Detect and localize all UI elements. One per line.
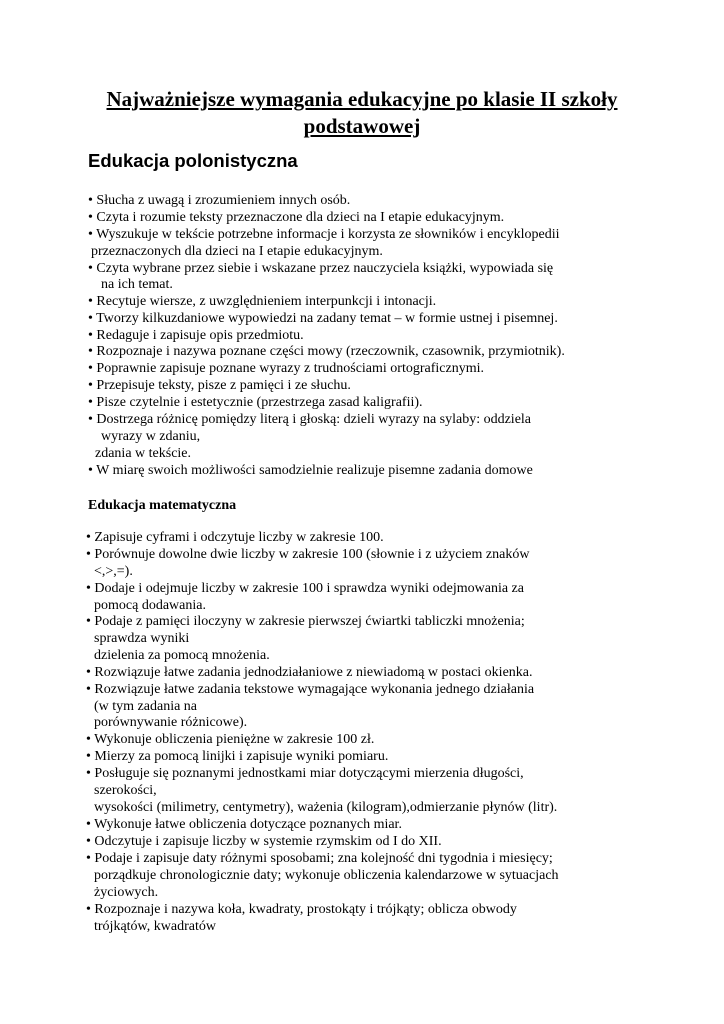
list-item: • Rozwiązuje łatwe zadania jednodziałaniowe z niewiadomą w postaci okienka. bbox=[86, 665, 533, 680]
list-item: • Przepisuje teksty, pisze z pamięci i ze słuchu. bbox=[88, 378, 351, 393]
list-item: życiowych. bbox=[94, 885, 159, 900]
list-item: • Czyta i rozumie teksty przeznaczone dla dzieci na I etapie edukacyjnym. bbox=[88, 210, 505, 225]
list-item: • Słucha z uwagą i zrozumieniem innych osób. bbox=[88, 193, 351, 208]
list-item: • Wykonuje łatwe obliczenia dotyczące poznanych miar. bbox=[86, 817, 402, 832]
section-heading-math: Edukacja matematyczna bbox=[88, 498, 237, 513]
list-item: • Mierzy za pomocą linijki i zapisuje wyniki pomiaru. bbox=[86, 749, 389, 764]
list-item: • Rozwiązuje łatwe zadania tekstowe wymagające wykonania jednego działania bbox=[86, 682, 535, 697]
section-heading-polish: Edukacja polonistyczna bbox=[88, 150, 298, 171]
list-item: • Dostrzega różnicę pomiędzy literą i głoską: dzieli wyrazy na sylaby: oddziela bbox=[88, 412, 532, 427]
list-item: • Redaguje i zapisuje opis przedmiotu. bbox=[88, 328, 304, 343]
list-item: • Odczytuje i zapisuje liczby w systemie rzymskim od I do XII. bbox=[86, 834, 442, 849]
list-item: wyrazy w zdaniu, bbox=[101, 429, 201, 444]
list-item: na ich temat. bbox=[101, 277, 173, 292]
list-item: • Posługuje się poznanymi jednostkami miar dotyczącymi mierzenia długości, bbox=[86, 766, 524, 781]
list-item: • Wyszukuje w tekście potrzebne informacje i korzysta ze słowników i encyklopedii bbox=[88, 227, 560, 242]
list-item: przeznaczonych dla dzieci na I etapie edukacyjnym. bbox=[91, 244, 383, 259]
list-item: zdania w tekście. bbox=[95, 446, 192, 461]
list-item: <,>,=). bbox=[94, 564, 133, 579]
list-item: • Poprawnie zapisuje poznane wyrazy z trudnościami ortograficznymi. bbox=[88, 361, 484, 376]
list-item: pomocą dodawania. bbox=[94, 598, 206, 613]
list-item: • Podaje z pamięci iloczyny w zakresie pierwszej ćwiartki tabliczki mnożenia; bbox=[86, 614, 525, 629]
list-item: • Rozpoznaje i nazywa poznane części mowy (rzeczownik, czasownik, przymiotnik). bbox=[88, 344, 565, 359]
list-item: porządkuje chronologicznie daty; wykonuje obliczenia kalendarzowe w sytuacjach bbox=[94, 868, 559, 883]
list-item: • Tworzy kilkuzdaniowe wypowiedzi na zadany temat – w formie ustnej i pisemnej. bbox=[88, 311, 558, 326]
list-item: wysokości (milimetry, centymetry), ważenia (kilogram),odmierzanie płynów (litr). bbox=[94, 800, 558, 815]
list-item: • Rozpoznaje i nazywa koła, kwadraty, prostokąty i trójkąty; oblicza obwody bbox=[86, 902, 517, 917]
list-item: • Wykonuje obliczenia pieniężne w zakresie 100 zł. bbox=[86, 732, 375, 747]
title-line-2: podstawowej bbox=[303, 114, 421, 138]
list-item: • Dodaje i odejmuje liczby w zakresie 100 i sprawdza wyniki odejmowania za bbox=[86, 581, 524, 596]
list-item: • Recytuje wiersze, z uwzględnieniem interpunkcji i intonacji. bbox=[88, 294, 437, 309]
list-item: trójkątów, kwadratów bbox=[94, 919, 216, 934]
list-item: porównywanie różnicowe). bbox=[94, 715, 248, 730]
list-item: • Czyta wybrane przez siebie i wskazane przez nauczyciela książki, wypowiada się bbox=[88, 261, 554, 276]
list-item: • Porównuje dowolne dwie liczby w zakresie 100 (słownie i z użyciem znaków bbox=[86, 547, 530, 562]
list-item: szerokości, bbox=[94, 783, 157, 798]
title-line-1: Najważniejsze wymagania edukacyjne po klasie II szkoły bbox=[106, 87, 618, 111]
list-item: sprawdza wyniki bbox=[94, 631, 190, 646]
document-title bbox=[60, 86, 664, 140]
list-item: dzielenia za pomocą mnożenia. bbox=[94, 648, 270, 663]
list-item: • Pisze czytelnie i estetycznie (przestrzega zasad kaligrafii). bbox=[88, 395, 423, 410]
list-item: • Zapisuje cyframi i odczytuje liczby w zakresie 100. bbox=[86, 530, 384, 545]
list-item: • Podaje i zapisuje daty różnymi sposobami; zna kolejność dni tygodnia i miesięcy; bbox=[86, 851, 553, 866]
list-item: (w tym zadania na bbox=[94, 699, 198, 714]
list-item: • W miarę swoich możliwości samodzielnie realizuje pisemne zadania domowe bbox=[88, 463, 533, 478]
